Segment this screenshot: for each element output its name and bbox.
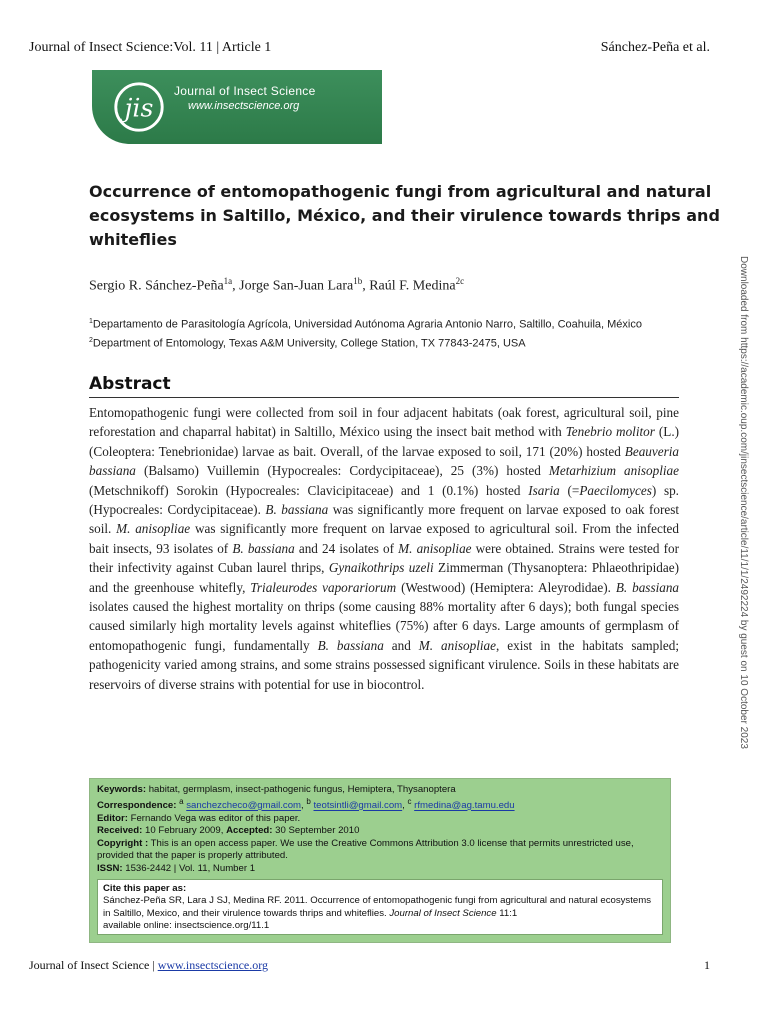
running-authors: Sánchez-Peña et al. <box>600 40 710 55</box>
citation-online: available online: insectscience.org/11.1 <box>103 920 270 932</box>
copyright-text: This is an open access paper. We use the Creative Commons Attribution 3.0 license that permits unrestricted use, provided that the paper is properly attributed. <box>97 837 634 862</box>
received-date: 10 February 2009, <box>145 825 224 837</box>
received-label: Received: <box>97 825 143 837</box>
author-name: Sergio R. Sánchez-Peña <box>89 278 224 294</box>
footer-journal: Journal of Insect Science | <box>29 958 155 972</box>
abstract-heading: Abstract <box>89 374 679 398</box>
author-affiliation-mark: 1a <box>223 276 233 286</box>
editor-row <box>97 813 663 825</box>
journal-reference: Journal of Insect Science:Vol. 11 | Article 1 <box>29 40 272 55</box>
author-affiliation-mark: 2c <box>455 276 465 286</box>
citation-volume: 11:1 <box>499 907 518 919</box>
keywords-label: Keywords: <box>97 784 147 795</box>
citation-journal: Journal of Insect Science <box>389 907 497 919</box>
editor-label: Editor: <box>97 813 128 824</box>
copyright-label: Copyright : <box>97 837 149 849</box>
email-mark: c <box>407 797 412 807</box>
email-mark: b <box>306 797 311 807</box>
correspondence-label: Correspondence: <box>97 800 177 812</box>
article-info-box <box>89 778 671 943</box>
journal-banner <box>92 70 382 144</box>
author-affiliation-mark: 1b <box>353 276 363 286</box>
affiliation-number: 1 <box>89 318 93 325</box>
page-number: 1 <box>704 958 710 972</box>
editor-text: Fernando Vega was editor of this paper. <box>130 813 301 824</box>
citation-reference: Sánchez-Peña SR, Lara J SJ, Medina RF. 2011. Occurrence of entomopathogenic fungi from agricultural and natural ecosystems in Saltillo, Mexico, and their virulence towards thrips and whiteflies. <box>103 895 652 919</box>
citation-text <box>103 895 657 920</box>
jis-logo-icon <box>110 78 168 136</box>
journal-url[interactable]: www.insectscience.org <box>188 100 300 112</box>
email-mark: a <box>179 797 184 807</box>
keywords-text: habitat, germplasm, insect-pathogenic fungus, Hemiptera, Thysanoptera <box>148 784 456 795</box>
email-link[interactable]: teotsintli@gmail.com <box>313 800 403 812</box>
keywords-row <box>97 784 663 796</box>
affiliation-number: 2 <box>89 336 93 344</box>
footer-url-link[interactable]: www.insectscience.org <box>157 958 268 972</box>
download-stamp-text: Downloaded from https://academic.oup.com/jinsectscience/article/11/1/1/2492224 by guest on 10 October 2023 <box>738 256 749 749</box>
author-name: Raúl F. Medina <box>369 278 456 294</box>
affiliation-line <box>89 333 729 352</box>
affiliation-text: Department of Entomology, Texas A&M University, College Station, TX 77843-2475, USA <box>92 337 526 350</box>
citation-box <box>97 879 663 935</box>
author-name: Jorge San-Juan Lara <box>239 278 354 294</box>
page-footer <box>29 958 710 973</box>
email-link[interactable]: sanchezcheco@gmail.com <box>186 800 302 812</box>
affiliations <box>89 314 729 351</box>
logo-letters: jis <box>124 93 154 123</box>
download-stamp <box>731 256 755 776</box>
abstract-body: Entomopathogenic fungi were collected from soil in four adjacent habitats (oak forest, agricultural soil, pine reforestation and chaparral habitat) in Saltillo, México using the insect bait method with Tenebrio molitor (L.) (Coleoptera: Tenebrionidae) larvae as bait. Overall, of the larvae exposed to soil, 171 (20%) hosted Beauveria bassiana (Balsamo) Vuillemin (Hypocreales: Cordycipitaceae), 25 (3%) hosted Metarhizium anisopliae (Metschnikoff) Sorokin (Hypocreales: Clavicipitaceae) and 1 (0.1%) hosted Isaria (=Paecilomyces) sp. (Hypocreales: Cordycipitaceae). B. bassiana was significantly more frequent on larvae exposed to oak forest soil. M. anisopliae was significantly more frequent on larvae exposed to agricultural soil. From the infected bait insects, 93 isolates of B. bassiana and 24 isolates of M. anisopliae were obtained. Strains were tested for their infectivity against Cuban laurel thrips, Gynaikothrips uzeli Zimmerman (Thysanoptera: Phlaeothripidae) and the greenhouse whitefly, Trialeurodes vaporariorum (Westwood) (Hemiptera: Aleyrodidae). B. bassiana isolates caused the highest mortality on thrips (some causing 88% mortality after 6 days); both fungal species caused similarly high mortality levels against whiteflies (75%) after 6 days. Large amounts of germplasm of entomopathogenic fungi, fundamentally B. bassiana and M. anisopliae, exist in the habitats sampled; pathogenicity varied among strains, and some strains possessed significant virulence. Soils in these habitats are reservoirs of diverse strains with potential for use in biocontrol. <box>89 405 680 692</box>
accepted-date: 30 September 2010 <box>275 825 360 837</box>
issn-row <box>97 863 663 875</box>
copyright-row <box>97 838 663 863</box>
cite-label: Cite this paper as: <box>103 883 187 894</box>
dates-row <box>97 825 663 837</box>
email-link[interactable]: rfmedina@ag.tamu.edu <box>414 800 515 812</box>
journal-name: Journal of Insect Science <box>174 84 316 98</box>
affiliation-line <box>89 314 729 333</box>
issn-label: ISSN: <box>97 862 123 874</box>
correspondence-row: Correspondence: $^a$ sanchezcheco@gmail.com, $^b$ teotsintli@gmail.com, $^c$ rfmedina@ag.tamu.edu <box>97 797 515 812</box>
paper-title: Occurrence of entomopathogenic fungi from agricultural and natural ecosystems in Saltillo, México, and their virulence towards thrips and whiteflies <box>89 182 720 249</box>
affiliation-text: Departamento de Parasitología Agrícola, Universidad Autónoma Agraria Antonio Narro, Saltillo, Coahuila, México <box>92 318 642 331</box>
issn-text: 1536-2442 | Vol. 11, Number 1 <box>125 862 256 874</box>
author-list: Sergio R. Sánchez-Peña$^{1a}$, Jorge San-Juan Lara$^{1b}$, Raúl F. Medina$^{2c}$ <box>89 276 465 294</box>
accepted-label: Accepted: <box>226 825 273 837</box>
